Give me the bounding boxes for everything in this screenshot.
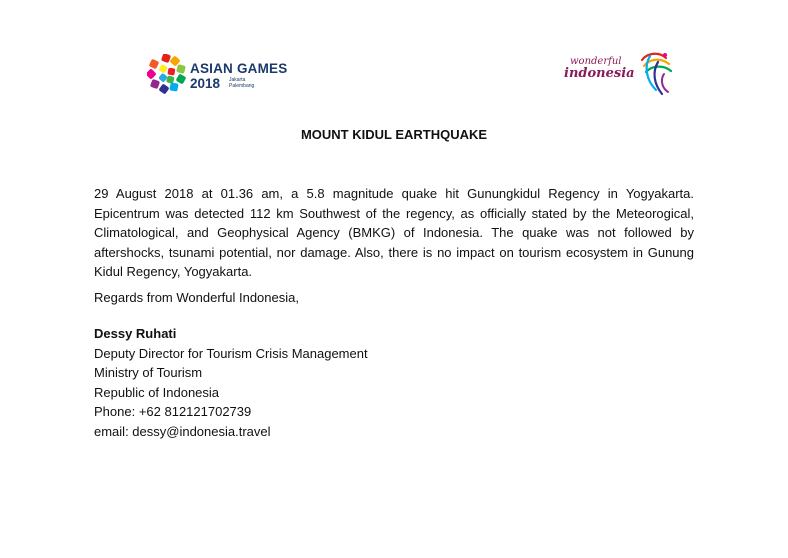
wonderful-indonesia-logo [562, 50, 674, 98]
signatory-email: email: dessy@indonesia.travel [94, 423, 271, 439]
asian-games-title: ASIAN GAMES [190, 61, 288, 76]
wonderful-indonesia-word1: wonderful [570, 56, 622, 67]
signature-block [94, 324, 368, 442]
asian-games-year: 2018 [190, 76, 221, 91]
asian-games-cities [229, 77, 254, 89]
regards-line: Regards from Wonderful Indonesia, [94, 290, 299, 305]
signatory-country: Republic of Indonesia [94, 384, 220, 400]
signatory-name: Dessy Ruhati [94, 326, 177, 341]
asian-games-city-palembang: Palembang [229, 83, 255, 89]
signatory-position: Deputy Director for Tourism Crisis Management [94, 345, 368, 361]
garuda-bird-icon [636, 50, 674, 98]
document-title: MOUNT KIDUL EARTHQUAKE [300, 127, 488, 142]
body-paragraph: 29 August 2018 at 01.36 am, a 5.8 magnitude quake hit Gunungkidul Regency in Yogyakarta. Epicentrum was detected 112 km Southwest of the regency, as officially stated by the Meteorogical, Climatological, and Geophysical Agency (BMKG) of Indonesia. The quake was not followed by aftershocks, tsunami potential, nor damage. Also, there is no impact on tourism ecosystem in Gunung Kidul Regency, Yogyakarta. [94, 186, 694, 280]
signatory-ministry: Ministry of Tourism [94, 365, 203, 381]
signatory-phone: Phone: +62 812121702739 [94, 404, 252, 420]
asian-games-emblem-icon [147, 54, 187, 94]
wonderful-indonesia-word2: indonesia [564, 66, 635, 81]
asian-games-logo [147, 54, 287, 98]
asian-games-city-jakarta: Jakarta [229, 77, 246, 83]
